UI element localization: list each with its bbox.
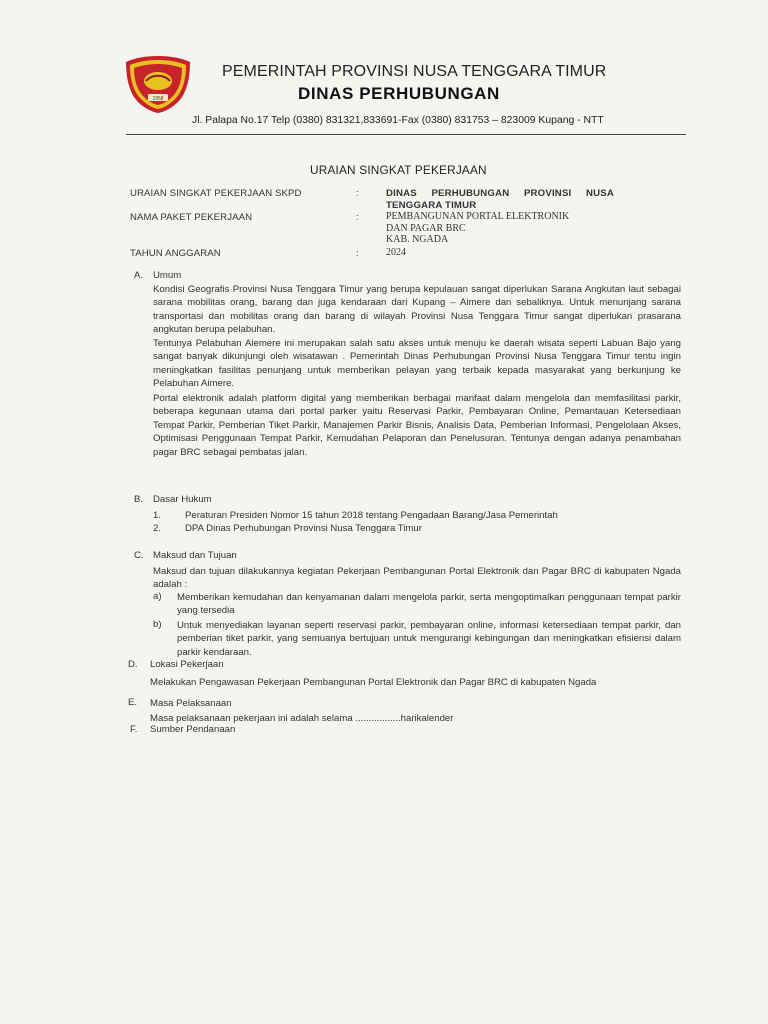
section-heading-umum: Umum bbox=[153, 270, 182, 281]
list-item: Peraturan Presiden Nomor 15 tahun 2018 tentang Pengadaan Barang/Jasa Pemerintah bbox=[185, 510, 558, 521]
section-heading-location: Lokasi Pekerjaan bbox=[150, 659, 224, 670]
header-divider bbox=[126, 134, 686, 135]
section-heading-funding: Sumber Pendanaan bbox=[150, 724, 236, 735]
list-number: 1. bbox=[153, 510, 162, 521]
info-value-skpd bbox=[386, 188, 614, 211]
paragraph-electronic-portal: Portal elektronik adalah platform digital yang memberikan berbagai manfaat dalam mengelola dan memfasilitasi parkir, beberapa kegunaan utama dari portal parker yaitu Reservasi Parkir, Pembayaran Online, Pemantauan Ketersediaan Tempat Parkir, Pemberian Tiket Parkir, Manajemen Parkir Bisnis, Analisis Data, Pemberian Informasi, Pengelolaan Akses, Optimisasi Penggunaan Tempat Parkir, Kemudahan Pelaporan dan Penelusuran. Tentunya dengan adanya penambahan pagar BRC sebagai pembatas jalan. bbox=[153, 393, 681, 458]
section-marker: F. bbox=[130, 724, 138, 735]
info-colon: : bbox=[356, 212, 359, 223]
info-value-line: DINAS PERHUBUNGAN PROVINSI NUSA bbox=[386, 188, 614, 199]
paragraph-duration: Masa pelaksanaan pekerjaan ini adalah selama .................harikalender bbox=[150, 713, 454, 724]
list-marker: a) bbox=[153, 591, 162, 602]
provincial-crest-icon bbox=[124, 54, 192, 114]
info-value-line: KAB. NGADA bbox=[386, 234, 449, 245]
section-marker: D. bbox=[128, 659, 138, 670]
paragraph-aimere-port: Tentunya Pelabuhan Aiemere ini merupakan salah satu akses untuk menuju ke daerah wisata seperti Labuan Bajo yang sangat banyak dikunjungi oleh wisatawan . Pemerintah Dinas Perhubungan Provinsi Nusa Tenggara Timur tentu ingin meningkatkan fasilitas penunjang untuk memberikan pelayan yang terbaik kepada masyarakat yang berkunjung ke Pelabuhan Aimere. bbox=[153, 338, 681, 390]
section-heading-duration: Masa Pelaksanaan bbox=[150, 698, 232, 709]
info-colon: : bbox=[356, 188, 359, 199]
section-heading-purpose: Maksud dan Tujuan bbox=[153, 550, 237, 561]
list-item: Untuk menyediakan layanan seperti reservasi parkir, pembayaran online, informasi ketersediaan tempat parkir, dan pemberian tiket parkir, yang semuanya bertujuan untuk mengurangi kebingungan dan meningkatkan efisiensi dalam parkir kendaraan. bbox=[177, 620, 681, 658]
section-marker: A. bbox=[134, 270, 144, 281]
list-item: DPA Dinas Perhubungan Provinsi Nusa Tenggara Timur bbox=[185, 523, 422, 534]
info-value-line: TENGGARA TIMUR bbox=[386, 199, 477, 211]
document-title: URAIAN SINGKAT PEKERJAAN bbox=[310, 163, 487, 177]
info-label-year: TAHUN ANGGARAN bbox=[130, 248, 221, 259]
info-label-package: NAMA PAKET PEKERJAAN bbox=[130, 212, 253, 223]
logo-year: 1958 bbox=[152, 96, 164, 102]
info-value-line: DAN PAGAR BRC bbox=[386, 222, 466, 234]
government-title: PEMERINTAH PROVINSI NUSA TENGGARA TIMUR bbox=[222, 63, 607, 80]
section-marker: E. bbox=[128, 697, 138, 708]
list-item: Memberikan kemudahan dan kenyamanan dalam mengelola parkir, serta mengoptimalkan penggunaan tempat parkir yang tersedia bbox=[177, 592, 681, 617]
section-marker: B. bbox=[134, 494, 144, 505]
info-value-year bbox=[386, 247, 406, 259]
section-heading-legal-basis: Dasar Hukum bbox=[153, 494, 212, 505]
department-title: DINAS PERHUBUNGAN bbox=[298, 84, 500, 103]
section-marker: C. bbox=[134, 550, 144, 561]
info-label-skpd: URAIAN SINGKAT PEKERJAAN SKPD bbox=[130, 188, 302, 199]
info-value-package bbox=[386, 211, 569, 246]
info-value-line: PEMBANGUNAN PORTAL ELEKTRONIK bbox=[386, 211, 570, 222]
info-value-line: 2024 bbox=[386, 247, 406, 258]
info-colon: : bbox=[356, 248, 359, 259]
paragraph-geography: Kondisi Geografis Provinsi Nusa Tenggara Timur yang berupa kepulauan sangat diperlukan Sarana Angkutan laut sebagai sarana mobilitas orang, barang dan juga kendaraan dari Kupang – Aimere dan sebaliknya. Untuk menunjang sarana transportasi dan mobilitas orang dan barang di wilayah Provinsi Nusa Tenggara Timur sangat diperlukan prasarana angkutan berupa pelabuhan. bbox=[153, 284, 681, 336]
list-marker: b) bbox=[153, 619, 162, 630]
paragraph-location: Melakukan Pengawasan Pekerjaan Pembangunan Portal Elektronik dan Pagar BRC di kabupaten Ngada bbox=[150, 677, 597, 688]
paragraph-purpose-intro: Maksud dan tujuan dilakukannya kegiatan Pekerjaan Pembangunan Portal Elektronik dan Pagar BRC di kabupaten Ngada adalah : bbox=[153, 566, 681, 591]
list-number: 2. bbox=[153, 523, 162, 534]
office-address: Jl. Palapa No.17 Telp (0380) 831321,833691-Fax (0380) 831753 – 823009 Kupang - NTT bbox=[192, 115, 604, 126]
